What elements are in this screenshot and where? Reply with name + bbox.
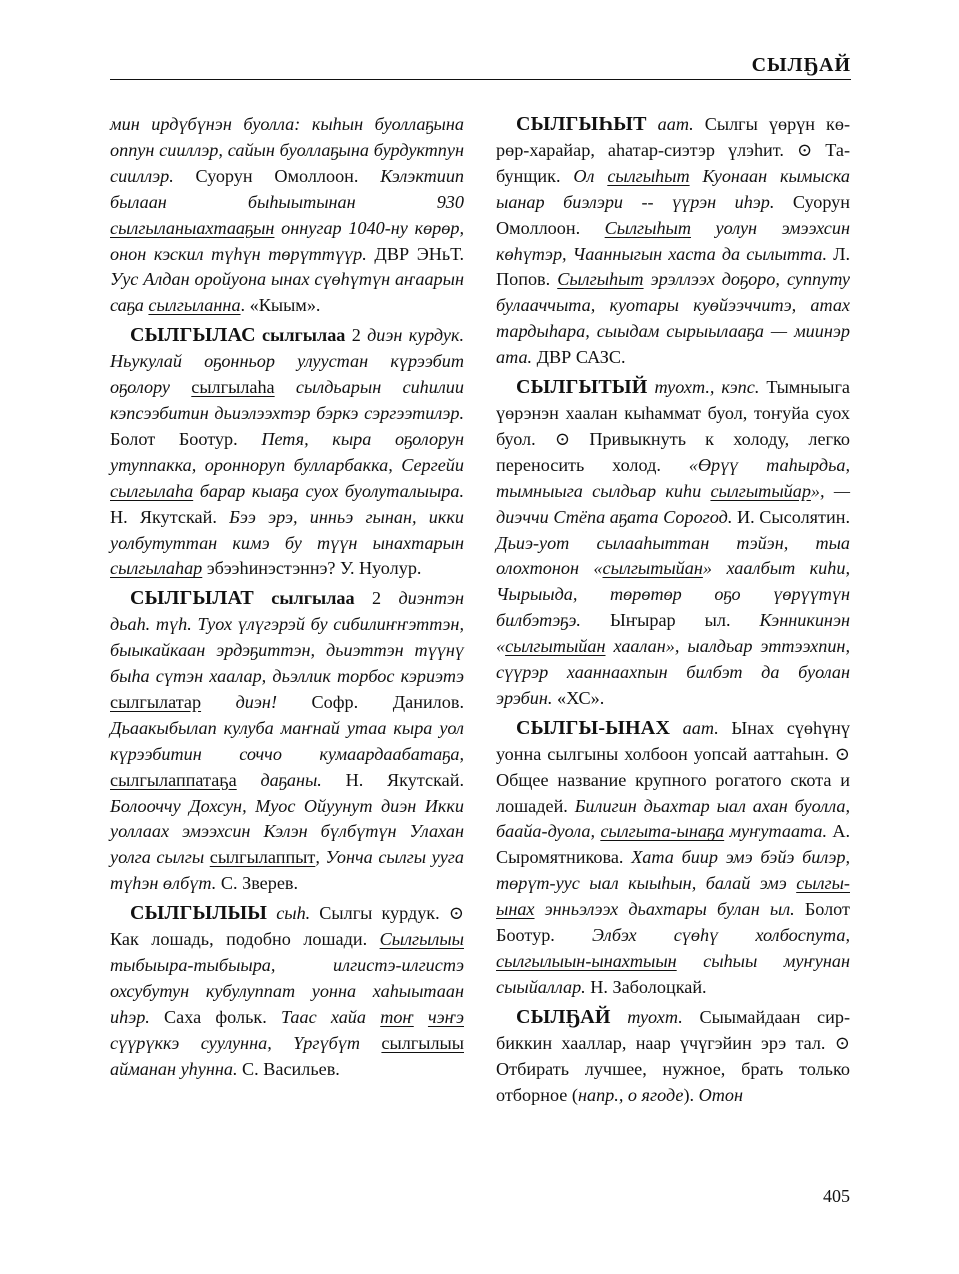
source: Суорун Омоллоон. xyxy=(195,165,381,186)
source: Софр. Данилов. xyxy=(311,691,464,712)
underlined-term: сылгытыйан xyxy=(505,636,606,657)
example-text: айманан уһунна. xyxy=(110,1058,243,1079)
example-text: Бээ эрэ, инньэ гынан, икки уолбутуттан кимэ бу түүн ынахтарын xyxy=(110,506,464,553)
example-text: барар кыаҕа суох буолуталыыра. xyxy=(193,480,464,501)
source: Н. Якутскай. xyxy=(345,769,465,790)
underlined-term: сылгылаппыт xyxy=(209,847,316,868)
sense-number: 2 xyxy=(354,588,399,609)
underlined-term: чэҥэ xyxy=(427,1006,464,1027)
example-text: Дьиэ-уот сылааһыттан тэйэн, тыа олохтонон « xyxy=(496,532,850,579)
underlined-term: сылгы-ынах xyxy=(496,873,850,920)
underlined-term: сылгыланыахтааҕын xyxy=(110,217,275,238)
headword: СЫЛГЫТЫЙ xyxy=(516,376,648,399)
example-text: Кэнникинэн « xyxy=(496,610,850,657)
example-text: мин ирдүбүнэн буолла: кыһын буоллаҕына оппун сииллэр, сайын буоллаҕына бурдуктпун сииллэр. xyxy=(110,114,464,186)
underlined-term: сылгытыйан xyxy=(602,558,703,579)
example-text: Болооччу Дохсун, Муос Ойуунут диэн Икки уоллаах эмээхсин Кэлэн бүлбүтүн Улахан уолга сылгы xyxy=(110,795,464,868)
source: «ХС». xyxy=(557,687,605,708)
underlined-term: сылгылаппатаҕа xyxy=(110,769,237,790)
source: ДВР САЗС. xyxy=(536,347,626,368)
underlined-term: сылгыланна xyxy=(148,295,241,316)
underlined-term: Сылгыһыт xyxy=(604,217,691,238)
example-text: Уус Алдан оройуона ынах сүөһүтүн аҥаарын саҕа xyxy=(110,269,464,316)
part-of-speech: туохт., кэпс. xyxy=(647,377,767,398)
source: Л. Попов. xyxy=(496,243,850,290)
source: А. Сыромятникова. xyxy=(496,821,850,868)
running-head: СЫЛҔАЙ xyxy=(751,54,851,76)
entry-sylgay xyxy=(496,1005,850,1109)
example-text: », — диэччи Стёпа аҕата Сорогод. xyxy=(496,480,850,527)
example-text: диэнтэн дьаһ. түһ. Туох үлүгэрэй бу сибилиҥҥэттэн, быыкайкаан эрдэҕиттэн, дьиэттэн түүнү быһа сүтэн хаалар, дьэллик торбос кэриэтэ xyxy=(110,588,464,687)
definition: Тымныыга үөрэнэн хаалан кыһаммат буол, тоҥуйа суох буол. xyxy=(496,377,850,449)
definition: Ынах сүөһүнү уонна сылгыны холбоон уопсай ааттаһын. xyxy=(496,717,850,764)
headword: СЫЛГЫЛАТ xyxy=(130,587,254,610)
russian-marker-icon: ⊙ xyxy=(834,1032,850,1053)
example-text: оннугар 1040-ну көрөр, онон кэскил түһүн төрүттүүр. xyxy=(110,217,464,264)
example-text: Кэлэктиип былаан быһыытынан 930 xyxy=(110,165,465,212)
example-text: даҕаны. xyxy=(236,769,346,790)
page-number: 405 xyxy=(823,1186,850,1206)
example-text: Петя, кыра оҕолорун утуппакка, оронноруn булларбакка, Сергейи xyxy=(110,428,464,475)
part-of-speech: аат. xyxy=(670,717,732,738)
underlined-term: сылгылаһа xyxy=(110,480,194,501)
example-text: уолун эмээхсин көһүтэр, Чаанныгын хаста да сылытта. xyxy=(496,217,850,264)
part-of-speech: сыһ. xyxy=(267,903,320,924)
usage-note: напр., о ягоде xyxy=(577,1084,684,1105)
example-text: Элбэх сүөһү холбоспута, xyxy=(592,925,850,946)
source: С. Васильев. xyxy=(242,1058,340,1079)
example-text: » хаалбыт киһи, Чырыыда, төрөтөр оҕо үөрүүтүн билбэтэҕэ. xyxy=(496,558,850,631)
underlined-term: Сылгыһыт xyxy=(557,269,644,290)
example-text: Ньукулай оҕонньор улуустан күрээбит оҕолору xyxy=(110,351,464,398)
russian-translation: ). xyxy=(683,1084,699,1105)
russian-marker-icon: ⊙ xyxy=(554,428,571,449)
entry-sylgylat xyxy=(110,586,464,897)
russian-translation: Отбирать лучшее, нужное, брать только отборное ( xyxy=(496,1058,850,1105)
part-of-speech: аат. xyxy=(646,114,705,134)
source: Н. Заболоцкай. xyxy=(590,976,707,997)
entry-sylgytyy xyxy=(496,375,850,712)
grammar-note: диэн курдук. xyxy=(367,325,465,346)
example-text: , Уонча сылгы ууга түһэн өлбүт. xyxy=(110,847,464,894)
example-text: Таас хайа xyxy=(280,1006,381,1027)
source: И. Сысолятин. xyxy=(737,506,850,527)
header-rule xyxy=(110,79,851,80)
headword: СЫЛҔАЙ xyxy=(516,1005,611,1028)
example-text: хаалан», ыалдьар эттээхпин, сүүрэр хааннаахпын билбэт да буолан эрэбин. xyxy=(496,636,850,708)
source: У. Нуолур. xyxy=(340,558,422,579)
source: Суорун Омоллоон. xyxy=(496,191,850,238)
headword: СЫЛГЫЛАС xyxy=(130,324,256,347)
underlined-term: сылгытыйар xyxy=(710,480,811,501)
source: Болот Боотур. xyxy=(496,899,850,946)
example-text: сылдьарын сиһилии кэпсээбитин дьиэлээхтэр бэркэ сэргээтилэр. xyxy=(110,377,464,423)
example-text: муҥутаата. xyxy=(724,821,833,842)
underlined-term: Сылгылыы xyxy=(379,929,464,950)
russian-marker-icon: ⊙ xyxy=(834,743,850,764)
source: Н. Якутскай. xyxy=(110,506,230,527)
entry-sylgy-ynakh xyxy=(496,716,850,1001)
russian-translation: Табунщик. xyxy=(496,139,850,186)
example-text: сыһыы муҥунан сыыйаллар. xyxy=(496,951,850,997)
source: С. Зверев. xyxy=(220,873,299,894)
underlined-term: сылгыта-ынаҕа xyxy=(600,821,725,842)
source: «Кыым». xyxy=(249,295,321,316)
source: Саха фольк. xyxy=(164,1006,281,1027)
example-text xyxy=(414,1007,428,1027)
entry-continuation xyxy=(110,112,464,319)
underlined-term: сылгылыы xyxy=(381,1032,464,1053)
entry-sylgylas xyxy=(110,323,464,582)
source: ДВР ЭНьТ. xyxy=(374,243,464,264)
left-column xyxy=(110,112,464,1083)
example-text: Билигин дьахтар ыал ахан буолла, баайа-дуола, xyxy=(496,795,850,842)
underlined-term: тоҥ xyxy=(380,1006,414,1027)
underlined-term: сылгылатар xyxy=(110,691,202,712)
headword: СЫЛГЫЛЫЫ xyxy=(130,902,268,925)
russian-translation: Как лошадь, подобно лошади. xyxy=(110,929,380,950)
russian-marker-icon: ⊙ xyxy=(448,903,464,924)
underlined-term: сылгылаһа xyxy=(191,377,275,398)
derived-from: сылгылаа xyxy=(255,325,346,346)
russian-translation: Привыкнуть к холоду, легко переносить холод. xyxy=(496,428,850,475)
example-text: эбээһинэстэннэ? xyxy=(202,558,341,579)
source: Ыҥырар ыл. xyxy=(609,610,760,631)
sense-number: 2 xyxy=(345,325,368,346)
russian-translation: Общее название крупного рогатого скота и лошадей. xyxy=(496,769,850,816)
example-text: Ол xyxy=(573,165,608,186)
headword: СЫЛГЫ-ЫНАХ xyxy=(516,716,671,739)
example-text: Отон xyxy=(698,1084,743,1105)
source: Болот Боотур. xyxy=(110,428,262,449)
example-text: диэн! xyxy=(201,691,312,712)
entry-sylgylyy xyxy=(110,901,464,1082)
example-text: «Өрүү таһырдьа, тымныыга сылдьар киһи xyxy=(496,454,850,501)
example-text: Куонаан кымыска ыанар биэлэри -- үүрэн иһэр. xyxy=(496,165,850,212)
example-text: Хата биир эмэ бэйэ билэр, төрүт-уус ыал кыыһын, балай эмэ xyxy=(496,847,850,894)
right-column xyxy=(496,112,850,1108)
underlined-term: сылгыһыт xyxy=(607,165,690,186)
example-text: сүүрүккэ суулунна, Үргүбүт xyxy=(110,1032,382,1053)
underlined-term: сылгылыын-ынахтыын xyxy=(496,951,677,971)
derived-from: сылгылаа xyxy=(253,588,355,609)
example-text: Дьаакыбылап кулуба маҥнай утаа кыра уол күрээбитин соччо кумаардаабатаҕа, xyxy=(110,717,464,764)
russian-marker-icon: ⊙ xyxy=(796,139,813,160)
part-of-speech: туохт. xyxy=(610,1006,700,1027)
headword: СЫЛГЫҺЫТ xyxy=(516,113,647,135)
example-text: энньэлээх дьахтары булан ыл. xyxy=(534,899,805,920)
definition: Сылгы үөрүн көрөр-харайар, аһатар-сиэтэр үлэһит. xyxy=(496,114,850,160)
definition: Сыымайдаан сирбиккин хааллар, наар үчүгэйин эрэ тал. xyxy=(496,1006,850,1053)
entry-sylgyhyt xyxy=(496,112,850,371)
definition: Сылгы курдук. xyxy=(319,903,449,924)
underlined-term: сылгылаһар xyxy=(110,558,203,579)
example-text: . xyxy=(240,295,250,316)
example-text: тыбыыра-тыбыыра, илгистэ-илгистэ охсубутун кубулуппат уонна хаһыытаан иһэр. xyxy=(110,955,464,1027)
example-text: эрэллээх доҕоро, суппуту булааччыта, куотары куөйээччитэ, атах тардыһара, сыыдам сырыылааҕа — миинэр ата. xyxy=(496,269,850,368)
